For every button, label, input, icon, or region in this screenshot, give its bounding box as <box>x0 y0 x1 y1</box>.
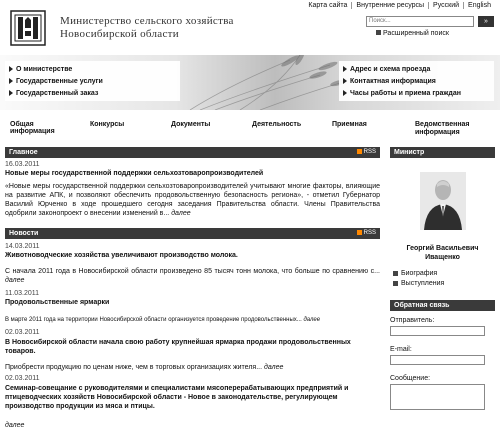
news-headline[interactable]: Семинар-совещание с руководителями и специалистами мясоперерабатывающих предприятий и птицеводческих хозяйств Новосибирской области - Новое в законодательстве, регулирующем производство продукции из мяса и птицы. <box>5 385 349 410</box>
bullet-icon <box>393 281 398 286</box>
main-content <box>5 147 380 427</box>
news-date: 11.03.2011 <box>5 290 39 297</box>
news-text <box>5 316 380 325</box>
menu-procurement[interactable] <box>9 87 176 99</box>
menu-procurement-label: Государственный заказ <box>16 89 99 97</box>
banner-right-menu <box>339 61 494 101</box>
menu-hours-label: Часы работы и приема граждан <box>350 89 461 97</box>
sitemap-link[interactable]: Карта сайта <box>304 2 352 9</box>
sidebar <box>390 147 495 410</box>
nav-reception[interactable]: Приемная <box>332 121 367 128</box>
minister-header: Министр <box>390 147 495 158</box>
minister-name-line1: Георгий Васильевич <box>406 245 479 252</box>
main-nav <box>0 121 500 143</box>
site-title-line1: Министерство сельского хозяйства <box>60 15 234 27</box>
nav-documents[interactable]: Документы <box>171 121 211 128</box>
news-text-body: Приобрести продукцию по ценам ниже, чем в торговых организациях жителя... <box>5 364 263 371</box>
coat-of-arms-logo[interactable] <box>10 10 46 46</box>
email-label: E-mail: <box>390 346 412 353</box>
message-input[interactable] <box>390 384 485 410</box>
minister-photo <box>420 172 466 230</box>
more-link[interactable]: далее <box>303 317 321 323</box>
nav-activity[interactable]: Деятельность <box>252 121 302 128</box>
main-date: 16.03.2011 <box>5 161 40 168</box>
arrow-icon <box>343 78 347 84</box>
more-link[interactable]: далее <box>264 364 284 371</box>
message-label: Сообщение: <box>390 375 431 382</box>
menu-services-label: Государственные услуги <box>16 77 103 85</box>
menu-contacts-label: Контактная информация <box>350 77 436 85</box>
rss-link[interactable]: RSS <box>357 228 376 239</box>
menu-contacts[interactable] <box>343 75 490 87</box>
main-text <box>5 182 380 218</box>
search-button[interactable]: » <box>478 16 494 27</box>
news-section-header <box>5 228 380 239</box>
rss-link[interactable]: RSS <box>357 147 376 158</box>
menu-hours[interactable] <box>343 87 490 99</box>
banner <box>0 55 500 110</box>
news-text-body: С начала 2011 года в Новосибирской области произведено 85 тысяч тонн молока, что больше по сравнению с... <box>5 268 380 275</box>
more-link[interactable]: далее <box>5 422 25 427</box>
news-date: 02.03.2011 <box>5 375 40 382</box>
news-headline[interactable]: Животноводческие хозяйства увеличивают производство молока. <box>5 252 238 259</box>
arrow-icon <box>343 90 347 96</box>
menu-address-label: Адрес и схема проезда <box>350 65 431 73</box>
english-language-link[interactable]: English <box>468 2 491 9</box>
main-section-header <box>5 147 380 158</box>
news-text <box>5 363 380 372</box>
nav-departmental-info[interactable]: Ведомственная информация <box>415 121 470 136</box>
news-headline[interactable]: Продовольственные ярмарки <box>5 299 110 306</box>
arrow-icon <box>343 66 347 72</box>
nav-contests[interactable]: Конкурсы <box>90 121 125 128</box>
main-headline[interactable]: Новые меры государственной поддержки сельхозтоваропроизводителей <box>5 170 264 177</box>
banner-left-menu <box>5 61 180 101</box>
sender-label: Отправитель: <box>390 317 435 324</box>
speeches-link[interactable] <box>390 280 495 287</box>
more-link[interactable]: далее <box>5 277 25 284</box>
main-section-title: Главное <box>9 149 38 156</box>
news-text <box>5 267 380 285</box>
news-text-body: В марте 2011 года на территории Новосибирской области организуется проведение продовольственных... <box>5 317 302 323</box>
internal-resources-link[interactable]: Внутренние ресурсы <box>352 2 429 9</box>
top-links <box>304 2 495 9</box>
email-input[interactable] <box>390 355 485 365</box>
site-title-line2: Новосибирской области <box>60 28 179 40</box>
advanced-search-link[interactable] <box>376 30 449 37</box>
feedback-header: Обратная связь <box>390 300 495 311</box>
biography-link[interactable] <box>390 270 495 277</box>
russian-language-link[interactable]: Русский <box>429 2 464 9</box>
more-link[interactable]: далее <box>171 210 191 217</box>
advanced-search-label: Расширенный поиск <box>383 30 449 37</box>
news-headline[interactable]: В Новосибирской области начала свою работу крупнейшая ярмарка продажи продовольственных товаров. <box>5 339 351 355</box>
nav-general-info[interactable]: Общая информация <box>10 121 55 135</box>
news-date: 14.03.2011 <box>5 243 40 250</box>
arrow-icon <box>9 90 13 96</box>
bullet-icon <box>393 271 398 276</box>
advanced-search-icon <box>376 30 381 35</box>
minister-name <box>390 244 495 262</box>
news-section-title: Новости <box>9 230 39 237</box>
arrow-icon <box>9 66 13 72</box>
news-date: 02.03.2011 <box>5 329 40 336</box>
sender-input[interactable] <box>390 326 485 336</box>
menu-about[interactable] <box>9 63 176 75</box>
menu-services[interactable] <box>9 75 176 87</box>
site-title[interactable] <box>60 15 234 41</box>
biography-label: Биография <box>401 270 438 277</box>
menu-address[interactable] <box>343 63 490 75</box>
header <box>0 0 500 55</box>
menu-about-label: О министерстве <box>16 65 73 73</box>
arrow-icon <box>9 78 13 84</box>
minister-name-line2: Иващенко <box>425 254 460 261</box>
search-input[interactable]: Поиск... <box>366 16 474 27</box>
main-text-body: «Новые меры государственной поддержки сельхозтоваропроизводителей учитывают многие факторы, влияющие на развитие АПК, и позволяют обеспечить продовольственную безопасность региона», - отметил Губернатор Василий Юрченко в ходе прошедшего сегодня заседания Правительства области. Члены Правительства одобрили законопроект о внесении изменений в... <box>5 183 380 217</box>
speeches-label: Выступления <box>401 280 445 287</box>
